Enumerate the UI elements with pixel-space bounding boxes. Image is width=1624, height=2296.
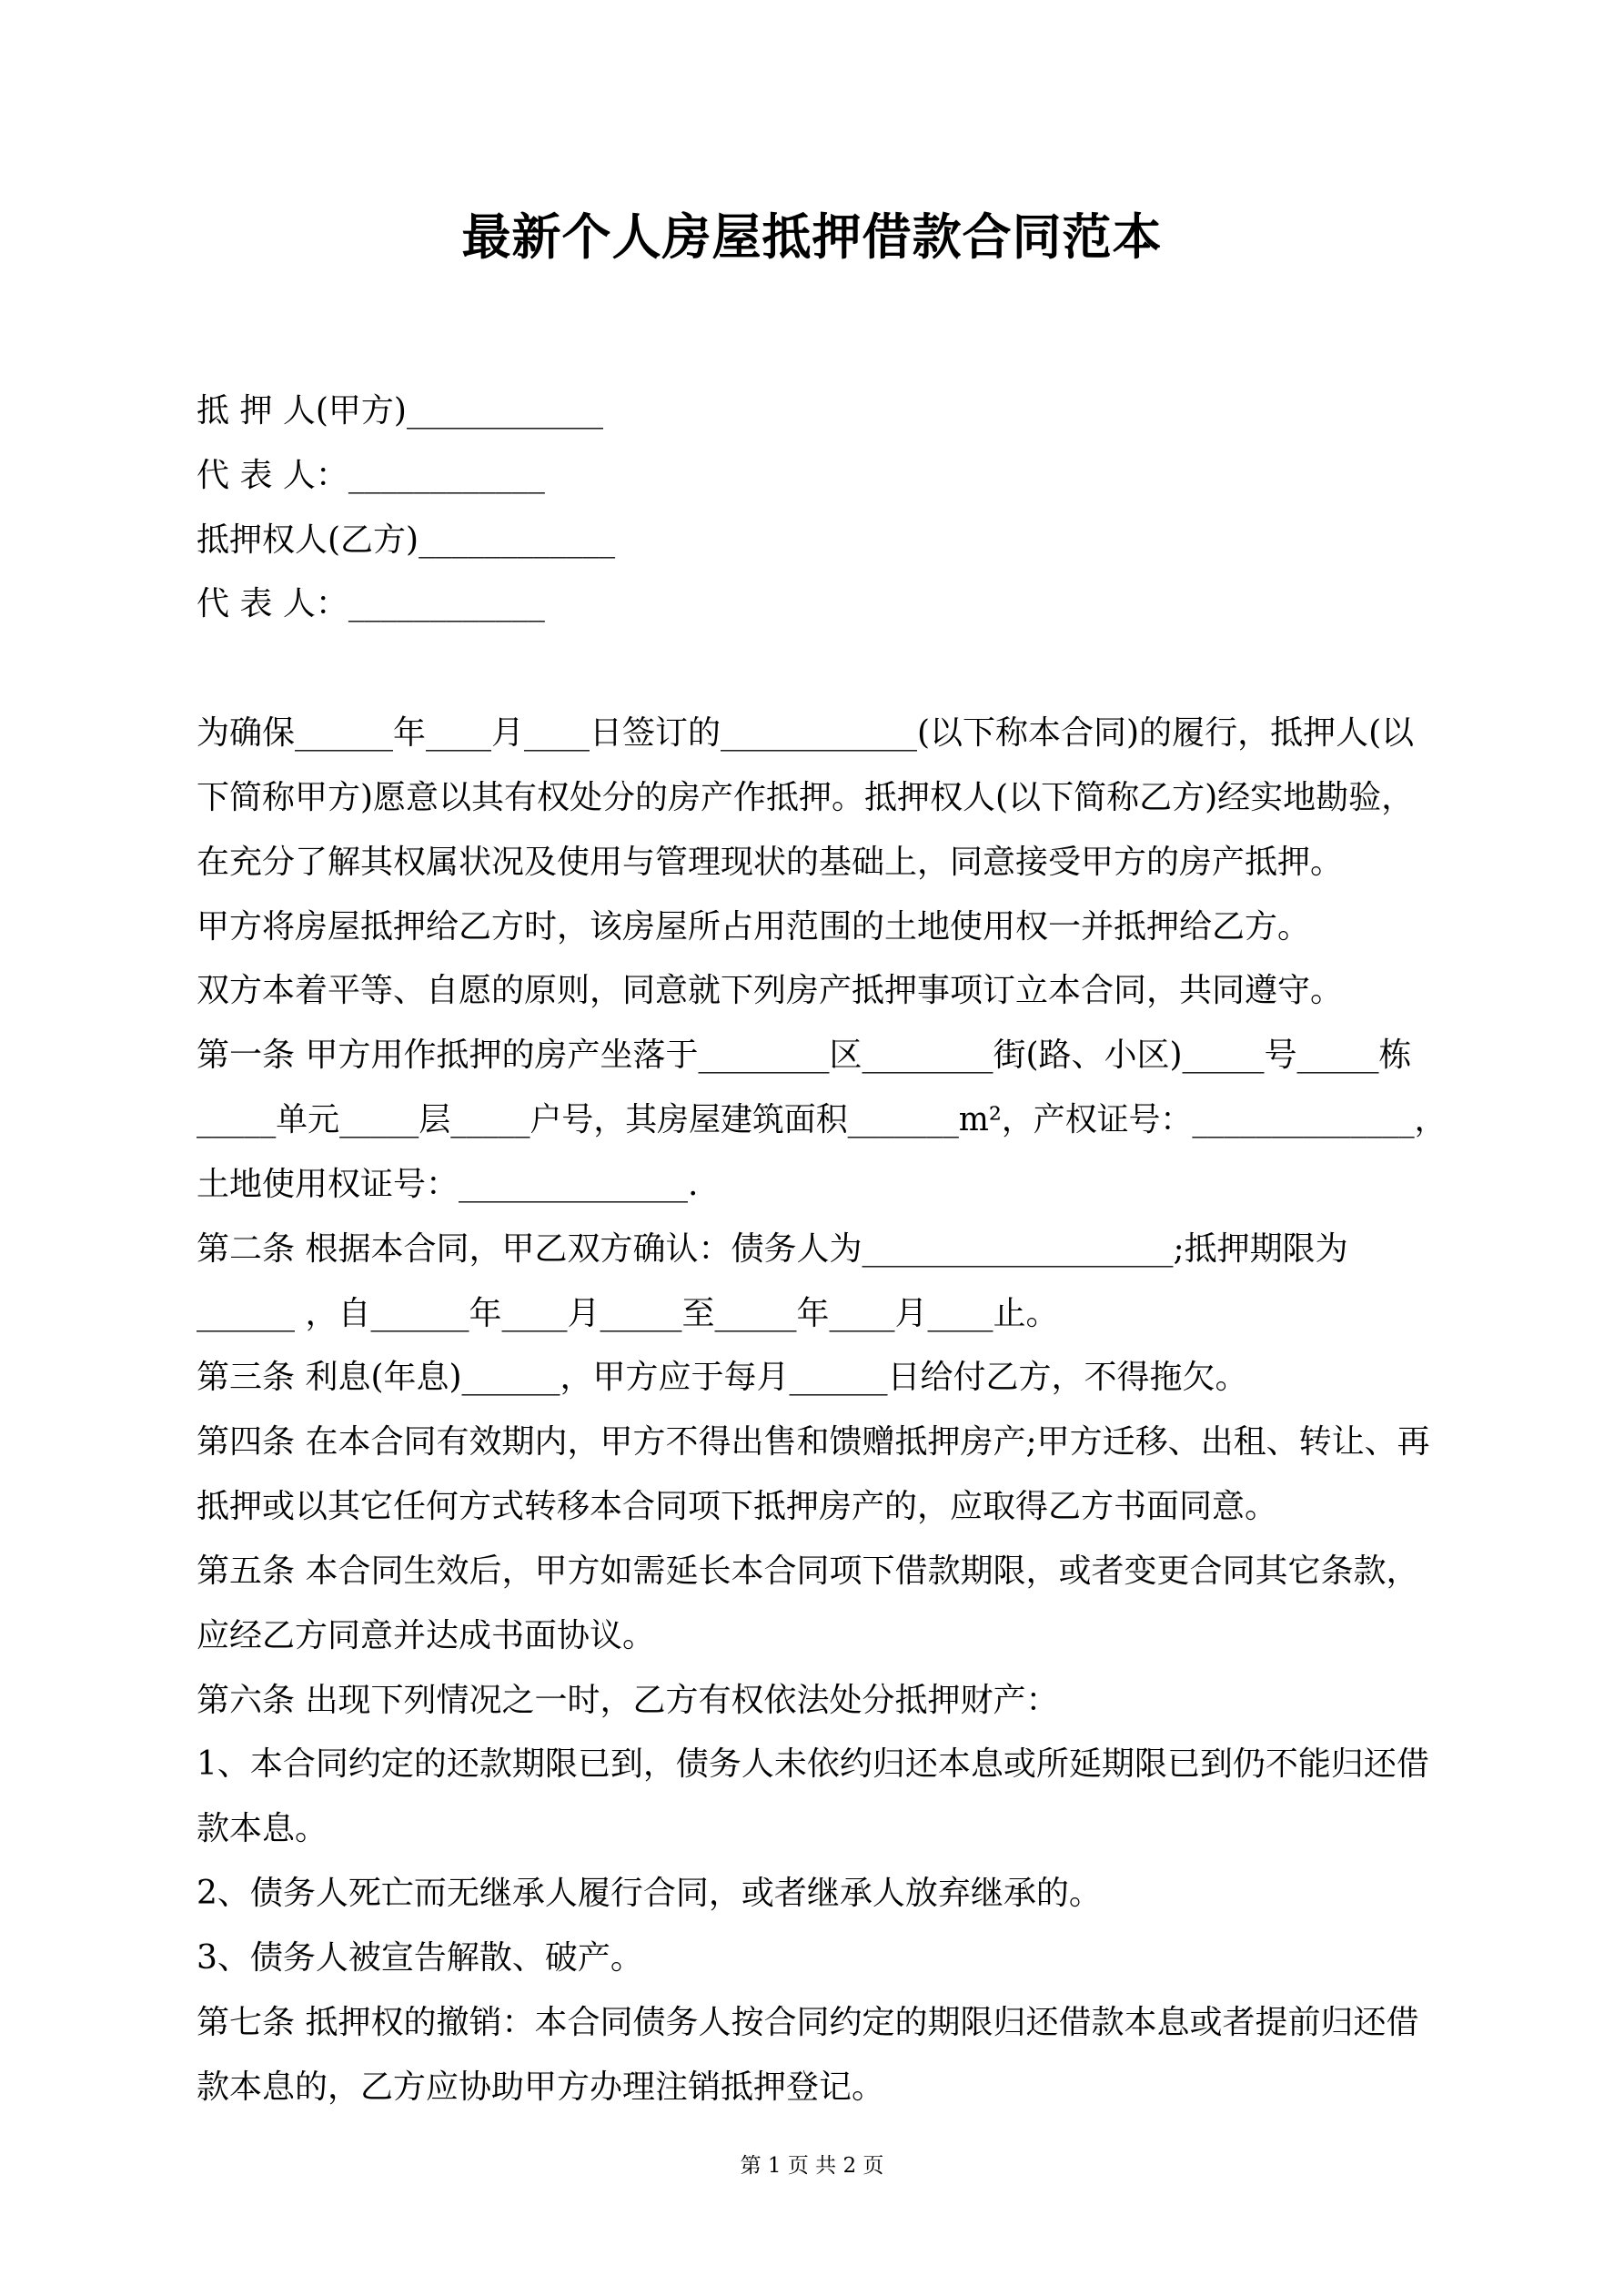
land-use-clause-line: 甲方将房屋抵押给乙方时，该房屋所占用范围的土地使用权一并抵押给乙方。 (197, 907, 1311, 946)
article-2-line: ______ ，自______年____月_____至_____年____月____止。 (197, 1294, 1059, 1332)
article-1-line: 第一条 甲方用作抵押的房产坐落于________区________街(路、小区)_____号_____栋 (197, 1037, 1412, 1075)
article-6-item-2-line: 2、债务人死亡而无继承人履行合同，或者继承人放弃继承的。 (197, 1875, 1102, 1913)
article-6-item-3-line: 3、债务人被宣告解散、破产。 (197, 1938, 643, 1977)
party-mortgagor-representative: 代 表 人：____________ (197, 456, 545, 494)
article-4-line: 第四条 在本合同有效期内，甲方不得出售和馈赠抵押房产;甲方迁移、出租、转让、再 (197, 1423, 1430, 1462)
page-title: 最新个人房屋抵押借款合同范本 (461, 207, 1163, 266)
preamble-line: 下简称甲方)愿意以其有权处分的房产作抵押。抵押权人(以下简称乙方)经实地勘验， (197, 778, 1415, 816)
party-mortgagee: 抵押权人(乙方)____________ (197, 521, 616, 559)
article-6-line: 第六条 出现下列情况之一时，乙方有权依法处分抵押财产： (197, 1681, 1059, 1719)
page-number: 第 1 页 共 2 页 (740, 2154, 884, 2178)
article-7-line: 第七条 抵押权的撤销：本合同债务人按合同约定的期限归还借款本息或者提前归还借 (197, 2003, 1419, 2041)
preamble-line: 在充分了解其权属状况及使用与管理现状的基础上，同意接受甲方的房产抵押。 (197, 843, 1344, 881)
article-6-item-1-line: 1、本合同约定的还款期限已到，债务人未依约归还本息或所延期限已到仍不能归还借 (197, 1745, 1429, 1784)
contract-body (197, 379, 1447, 2119)
article-3-line: 第三条 利息(年息)______，甲方应于每月______日给付乙方，不得拖欠。 (197, 1359, 1248, 1397)
section-gap (197, 637, 1447, 702)
article-5-line: 应经乙方同意并达成书面协议。 (197, 1616, 656, 1654)
agreement-line: 双方本着平等、自愿的原则，同意就下列房产抵押事项订立本合同，共同遵守。 (197, 972, 1344, 1010)
article-6-item-1-line: 款本息。 (197, 1810, 328, 1848)
party-mortgagor: 抵 押 人(甲方)____________ (197, 392, 603, 430)
article-7-line: 款本息的，乙方应协助甲方办理注销抵押登记。 (197, 2068, 885, 2106)
preamble-line: 为确保______年____月____日签订的____________(以下称本合同)的履行，抵押人(以 (197, 714, 1415, 753)
article-1-line: 土地使用权证号：______________. (197, 1165, 699, 1203)
article-1-line: _____单元_____层_____户号，其房屋建筑面积_______m²，产权证号：______________， (197, 1101, 1447, 1139)
article-4-line: 抵押或以其它任何方式转移本合同项下抵押房产的，应取得乙方书面同意。 (197, 1488, 1278, 1526)
party-mortgagee-representative: 代 表 人：____________ (197, 585, 545, 623)
article-5-line: 第五条 本合同生效后，甲方如需延长本合同项下借款期限，或者变更合同其它条款， (197, 1552, 1419, 1590)
article-2-line: 第二条 根据本合同，甲乙双方确认：债务人为___________________;抵押期限为 (197, 1229, 1348, 1268)
